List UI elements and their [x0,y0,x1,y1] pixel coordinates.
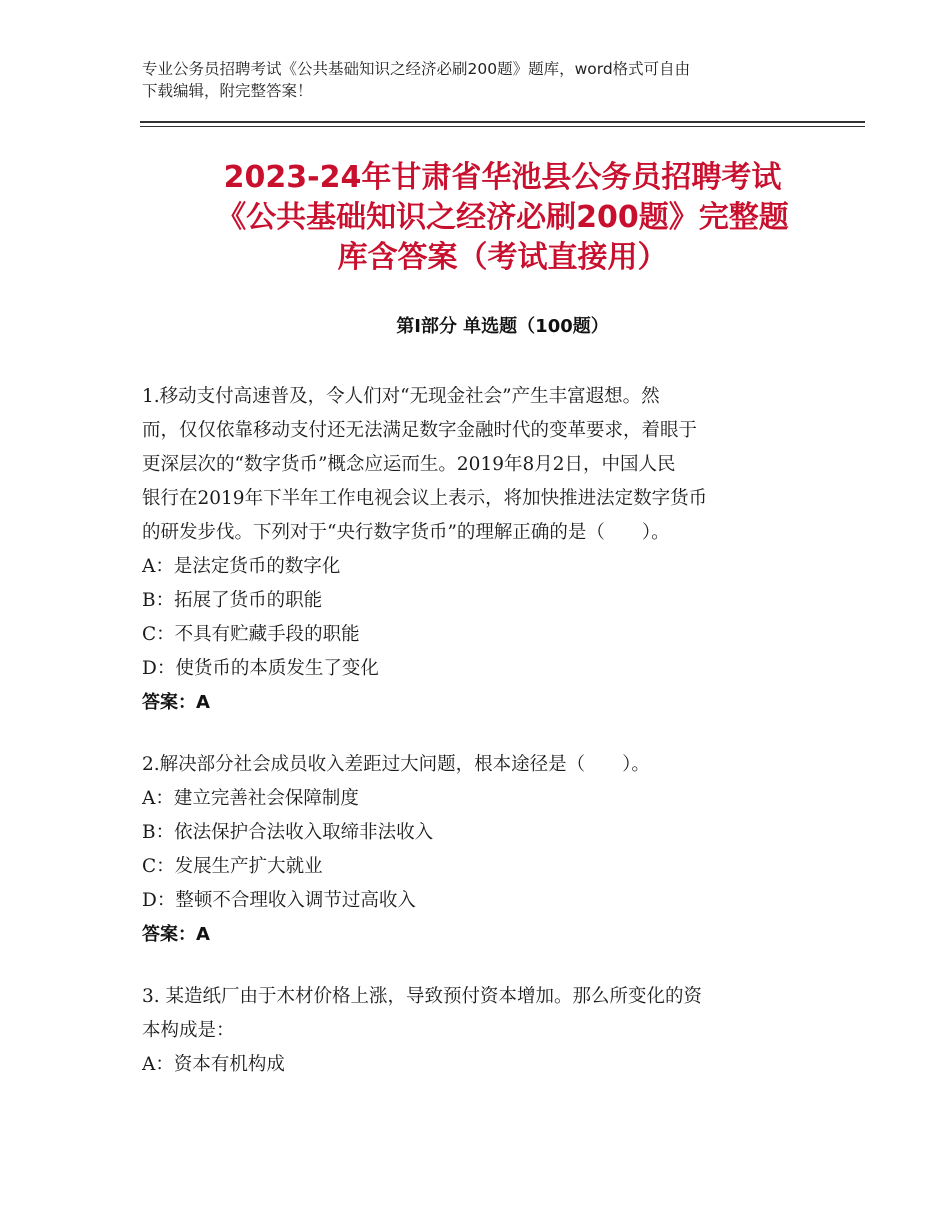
stem-line: 的研发步伐。下列对于“央行数字货币”的理解正确的是（ ）。 [142,522,670,543]
title-line: 库含答案（考试直接用） [337,240,668,275]
answer-label: 答案：A [142,692,210,713]
stem-line: 更深层次的“数字货币”概念应运而生。2019年8月2日，中国人民 [142,454,676,475]
option-a: A：是法定货币的数字化 [142,556,341,577]
stem-line: 2.解决部分社会成员收入差距过大问题，根本途径是（ ）。 [142,754,650,775]
question-stem [142,980,822,1048]
header-note-line: 下载编辑，附完整答案！ [142,82,313,100]
header-note-line: 专业公务员招聘考试《公共基础知识之经济必刷200题》题库，word格式可自由 [142,60,691,78]
option-b: B：依法保护合法收入取缔非法收入 [142,822,434,843]
option-b: B：拓展了货币的职能 [142,590,323,611]
section-title: 第Ⅰ部分 单选题（100题） [396,316,609,337]
question-1 [142,380,822,720]
option-d: D：使货币的本质发生了变化 [142,658,379,679]
title-line: 2023-24年甘肃省华池县公务员招聘考试 [223,160,782,195]
question-stem [142,748,822,782]
document-title [140,158,865,278]
stem-line: 1.移动支付高速普及，令人们对“无现金社会”产生丰富遐想。然 [142,386,660,407]
option-c: C：发展生产扩大就业 [142,856,323,877]
option-d: D：整顿不合理收入调节过高收入 [142,890,416,911]
question-2 [142,748,822,952]
header-note [142,58,822,102]
stem-line: 银行在2019年下半年工作电视会议上表示，将加快推进法定数字货币 [142,488,708,509]
question-list [142,380,822,1110]
stem-line: 3. 某造纸厂由于木材价格上涨，导致预付资本增加。那么所变化的资 [142,986,703,1007]
question-3 [142,980,822,1082]
header-divider-thick [140,121,865,123]
option-a: A：建立完善社会保障制度 [142,788,359,809]
answer-label: 答案：A [142,924,210,945]
option-a: A：资本有机构成 [142,1054,285,1075]
stem-line: 本构成是： [142,1020,235,1041]
stem-line: 而，仅仅依靠移动支付还无法满足数字金融时代的变革要求，着眼于 [142,420,698,441]
header-divider-thin [140,126,865,127]
title-line: 《公共基础知识之经济必刷200题》完整题 [216,200,789,235]
question-stem [142,380,822,550]
option-c: C：不具有贮藏手段的职能 [142,624,360,645]
